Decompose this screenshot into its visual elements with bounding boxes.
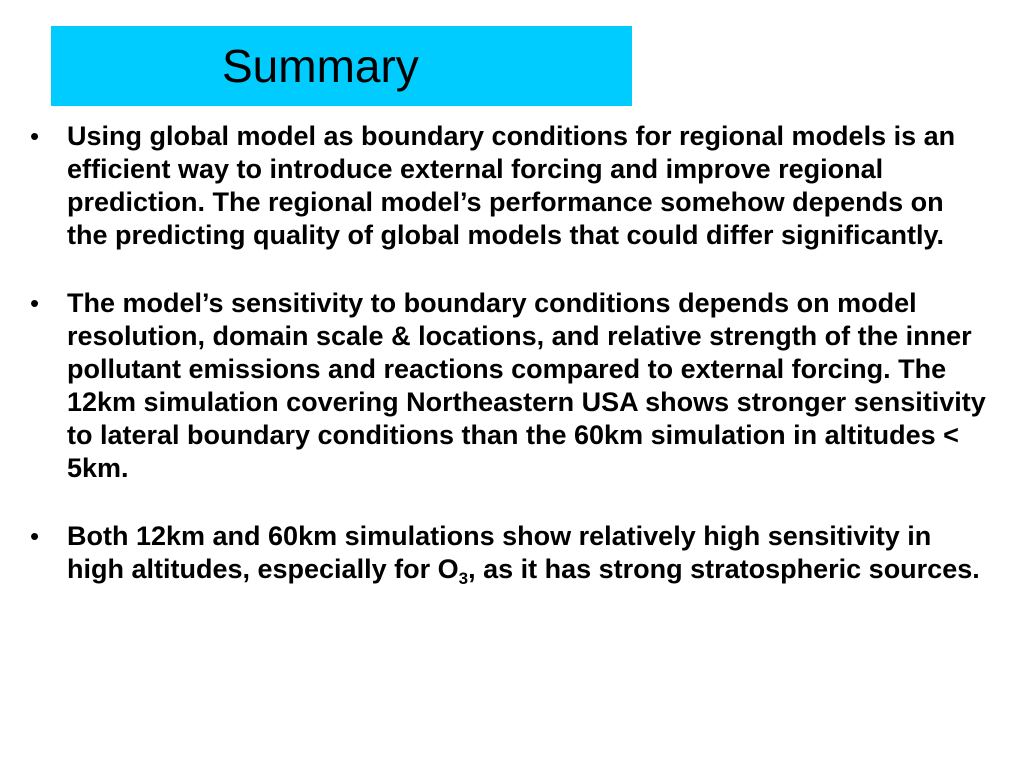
bullet-text-3-after: , as it has strong stratospheric sources. [468,554,980,584]
bullet-text-3-before: Both 12km and 60km simulations show relatively high sensitivity in high altitudes, especially for O [67,521,932,584]
bullet-icon: • [30,521,40,551]
bullet-icon: • [30,288,40,318]
bullet-item-1 [30,120,990,252]
bullet-list [30,120,990,621]
ozone-subscript: 3 [458,569,469,588]
bullet-text-3 [67,521,980,588]
bullet-icon: • [30,121,40,151]
bullet-text-2: The model’s sensitivity to boundary conditions depends on model resolution, domain scale & locations, and relative strength of the inner pollutant emissions and reactions compared to external forcing. The 12km simulation covering Northeastern USA shows stronger sensitivity to lateral boundary conditions than the 60km simulation in altitudes < 5km. [67,288,986,483]
slide-title: Summary [222,40,419,92]
bullet-text-1: Using global model as boundary conditions for regional models is an efficient way to introduce external forcing and improve regional prediction. The regional model’s performance somehow depends on the predicting quality of global models that could differ significantly. [67,121,956,250]
bullet-item-3 [30,520,990,586]
bullet-item-2 [30,287,990,485]
